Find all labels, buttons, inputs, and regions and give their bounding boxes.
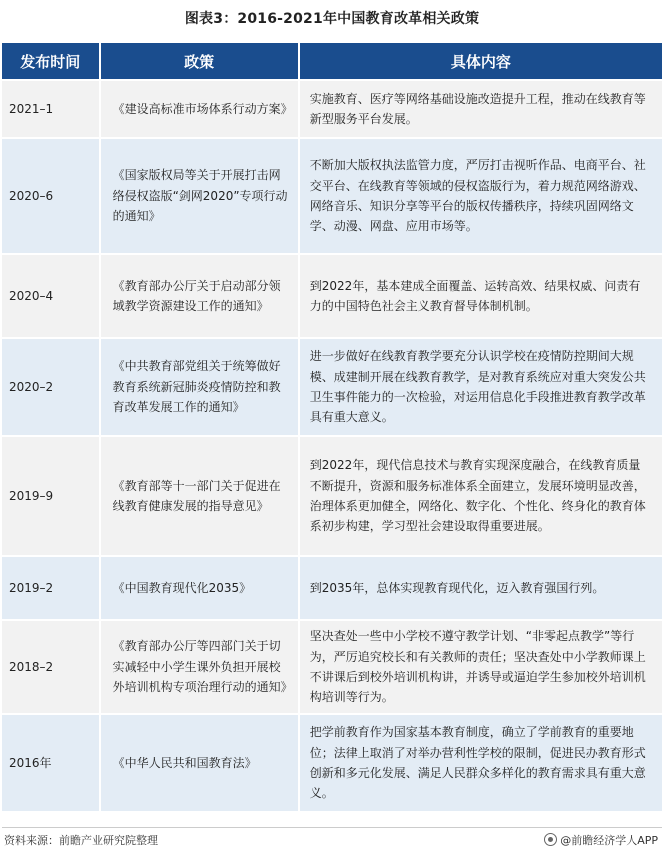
table-header-row [2, 43, 662, 79]
header-policy: 政策 [99, 43, 298, 79]
cell-date: 2016年 [2, 715, 99, 811]
cell-content: 坚决查处一些中小学校不遵守教学计划、“非零起点教学”等行为，严厉追究校长和有关教师的责任；坚决查处中小学教师课上不讲课后到校外培训机构讲，并诱导或逼迫学生参加校外培训机构培训等行为。 [298, 621, 662, 713]
brand-circle-icon [544, 833, 557, 846]
cell-date: 2019–2 [2, 557, 99, 619]
table-row [2, 437, 662, 555]
cell-date: 2020–6 [2, 139, 99, 253]
table-row [2, 621, 662, 713]
table-row [2, 339, 662, 435]
footer [0, 832, 664, 852]
cell-policy: 《教育部等十一部门关于促进在线教育健康发展的指导意见》 [99, 437, 298, 555]
cell-content: 不断加大版权执法监管力度，严厉打击视听作品、电商平台、社交平台、在线教育等领域的侵权盗版行为，着力规范网络游戏、网络音乐、知识分享等平台的版权传播秩序，持续巩固网络文学、动漫、网盘、应用市场等。 [298, 139, 662, 253]
cell-content: 到2035年，总体实现教育现代化，迈入教育强国行列。 [298, 557, 662, 619]
cell-date: 2021–1 [2, 81, 99, 137]
cell-content: 实施教育、医疗等网络基础设施改造提升工程，推动在线教育等新型服务平台发展。 [298, 81, 662, 137]
cell-policy: 《教育部办公厅等四部门关于切实减轻中小学生课外负担开展校外培训机构专项治理行动的通知》 [99, 621, 298, 713]
cell-date: 2018–2 [2, 621, 99, 713]
cell-content: 到2022年，现代信息技术与教育实现深度融合，在线教育质量不断提升，资源和服务标准体系全面建立，发展环境明显改善，治理体系更加健全，网络化、数字化、个性化、终身化的教育体系初步构建，学习型社会建设取得重要进展。 [298, 437, 662, 555]
cell-policy: 《中国教育现代化2035》 [99, 557, 298, 619]
cell-policy: 《国家版权局等关于开展打击网络侵权盗版“剑网2020”专项行动的通知》 [99, 139, 298, 253]
brand-credit [544, 832, 658, 848]
cell-content: 到2022年，基本建成全面覆盖、运转高效、结果权威、问责有力的中国特色社会主义教育督导体制机制。 [298, 255, 662, 337]
header-date: 发布时间 [2, 43, 99, 79]
table-row [2, 81, 662, 137]
table-row [2, 255, 662, 337]
table-row [2, 715, 662, 811]
chart-title: 图表3：2016-2021年中国教育改革相关政策 [184, 11, 480, 27]
source-note: 资料来源：前瞻产业研究院整理 [4, 834, 158, 847]
cell-content: 进一步做好在线教育教学要充分认识学校在疫情防控期间大规模、成建制开展在线教育教学，是对教育系统应对重大突发公共卫生事件能力的一次检验，对运用信息化手段推进教育教学改革具有重大意义。 [298, 339, 662, 435]
cell-policy: 《教育部办公厅关于启动部分领域教学资源建设工作的通知》 [99, 255, 298, 337]
cell-date: 2020–4 [2, 255, 99, 337]
cell-policy: 《中华人民共和国教育法》 [99, 715, 298, 811]
brand-label: @前瞻经济学人APP [560, 834, 658, 847]
cell-content: 把学前教育作为国家基本教育制度，确立了学前教育的重要地位；法律上取消了对举办营利性学校的限制，促进民办教育形式创新和多元化发展、满足人民群众多样化的教育需求具有重大意义。 [298, 715, 662, 811]
header-content: 具体内容 [298, 43, 662, 79]
cell-policy: 《建设高标准市场体系行动方案》 [99, 81, 298, 137]
footer-divider [2, 827, 662, 828]
cell-date: 2019–9 [2, 437, 99, 555]
table-row [2, 139, 662, 253]
cell-date: 2020–2 [2, 339, 99, 435]
cell-policy: 《中共教育部党组关于统筹做好教育系统新冠肺炎疫情防控和教育改革发展工作的通知》 [99, 339, 298, 435]
table-row [2, 557, 662, 619]
policy-table [2, 41, 662, 813]
